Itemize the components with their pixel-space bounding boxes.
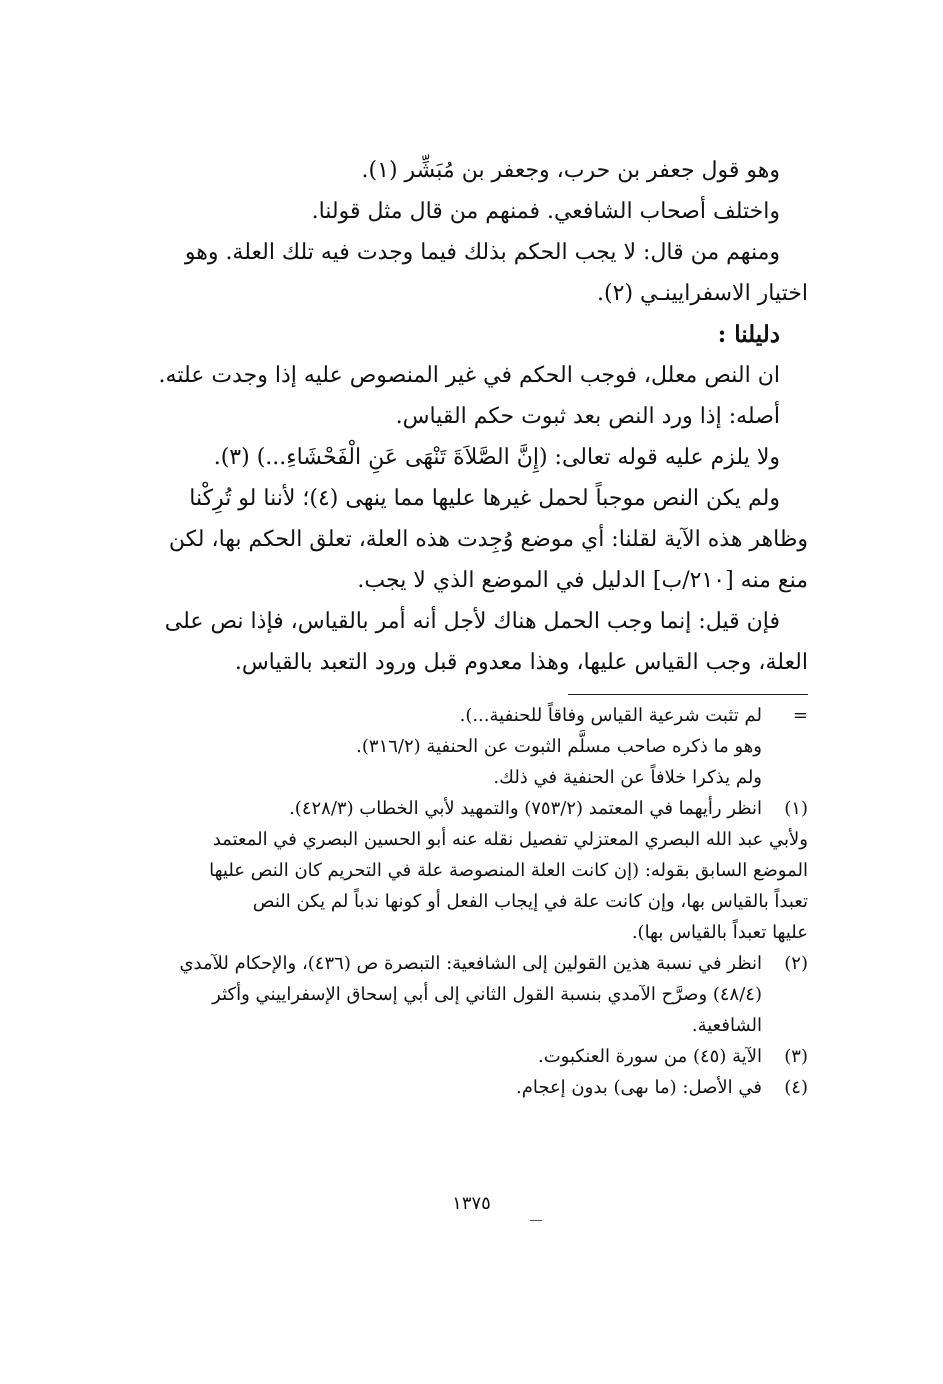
page-number: ١٣٧٥ xyxy=(452,1193,491,1214)
text-line: منع منه [٢١٠/ب] الدليل في الموضع الذي لا يجب. xyxy=(357,568,808,593)
footnote-number: (١) xyxy=(784,798,808,819)
text-line: ولا يلزم عليه قوله تعالى: (إِنَّ الصَّلاَةَ تَنْهَى عَنِ الْفَحْشَاءِ...) (٣). xyxy=(213,445,780,470)
footnote-line: وهو ما ذكره صاحب مسلَّم الثبوت عن الحنفية (٣١٦/٢). xyxy=(356,736,762,757)
text-line: واختلف أصحاب الشافعي. فمنهم من قال مثل قولنا. xyxy=(311,199,780,224)
text-line: ومنهم من قال: لا يجب الحكم بذلك فيما وجدت فيه تلك العلة. وهو xyxy=(184,240,780,265)
footnote-line: الشافعية. xyxy=(691,1015,762,1036)
text-line: وظاهر هذه الآية لقلنا: أي موضع وُجِدت هذه العلة، تعلق الحكم بها، لكن xyxy=(168,527,808,552)
footnote-2 xyxy=(138,948,808,1041)
continuation-marker: = xyxy=(792,705,808,726)
section-heading: دليلنا : xyxy=(717,321,780,348)
footnote-number: (٤) xyxy=(784,1077,808,1098)
text-line: أصله: إذا ورد النص بعد ثبوت حكم القياس. xyxy=(395,404,780,429)
footnote-line: انظر رأيهما في المعتمد (٧٥٣/٢) والتمهيد لأبي الخطاب (٤٢٨/٣). xyxy=(289,798,762,819)
text-line: العلة، وجب القياس عليها، وهذا معدوم قبل ورود التعبد بالقياس. xyxy=(234,650,808,675)
text-line: فإن قيل: إنما وجب الحمل هناك لأجل أنه أمر بالقياس، فإذا نص على xyxy=(164,609,780,634)
footnote-line: الموضع السابق بقوله: (إن كانت العلة المنصوصة علة في التحريم كان النص عليها xyxy=(209,860,808,881)
text-line: ان النص معلل، فوجب الحكم في غير المنصوص عليه إذا وجدت علته. xyxy=(158,363,780,388)
footnote-line: في الأصل: (ما ىهى) بدون إعجام. xyxy=(515,1077,762,1098)
footnote-line: ولأبي عبد الله البصري المعتزلي تفصيل نقله عنه أبو الحسين البصري في المعتمد xyxy=(212,829,808,850)
text-line: اختيار الاسفرايينـي (٢). xyxy=(597,281,808,306)
footnote-number: (٣) xyxy=(784,1046,808,1067)
footnote-line: لم تثبت شرعية القياس وفاقاً للحنفية...). xyxy=(459,705,762,726)
footnote-line: تعبداً بالقياس بها، وإن كانت علة في إيجاب الفعل أو كونها ندباً لم يكن النص xyxy=(252,891,808,912)
text-line: ولم يكن النص موجباً لحمل غيرها عليها مما ينهى (٤)؛ لأننا لو تُرِكْنا xyxy=(189,486,780,511)
footnote-line: (٤٨/٤) وصرَّح الآمدي بنسبة القول الثاني إلى أبي إسحاق الإسفراييني وأكثر xyxy=(212,984,762,1005)
text-line: وهو قول جعفر بن حرب، وجعفر بن مُبَشِّر (١). xyxy=(361,158,780,183)
footnote-1 xyxy=(138,793,808,824)
footnote-line: ولم يذكرا خلافاً عن الحنفية في ذلك. xyxy=(493,767,762,788)
footnote-line: عليها تعبداً بالقياس بها). xyxy=(631,922,808,943)
footnote-3 xyxy=(138,1041,808,1072)
footnote-separator xyxy=(568,694,808,695)
footnote-line: الآية (٤٥) من سورة العنكبوت. xyxy=(538,1046,762,1067)
footnote-4 xyxy=(138,1072,808,1103)
footnote-1-wide xyxy=(138,824,808,948)
footnote-line: انظر في نسبة هذين القولين إلى الشافعية: التبصرة ص (٤٣٦)، والإحكام للآمدي xyxy=(179,953,762,974)
footnote-number: (٢) xyxy=(784,953,808,974)
main-text xyxy=(138,150,808,683)
decorative-dash xyxy=(530,1220,542,1221)
footnote-continuation xyxy=(138,700,808,793)
footnotes xyxy=(138,700,808,1103)
